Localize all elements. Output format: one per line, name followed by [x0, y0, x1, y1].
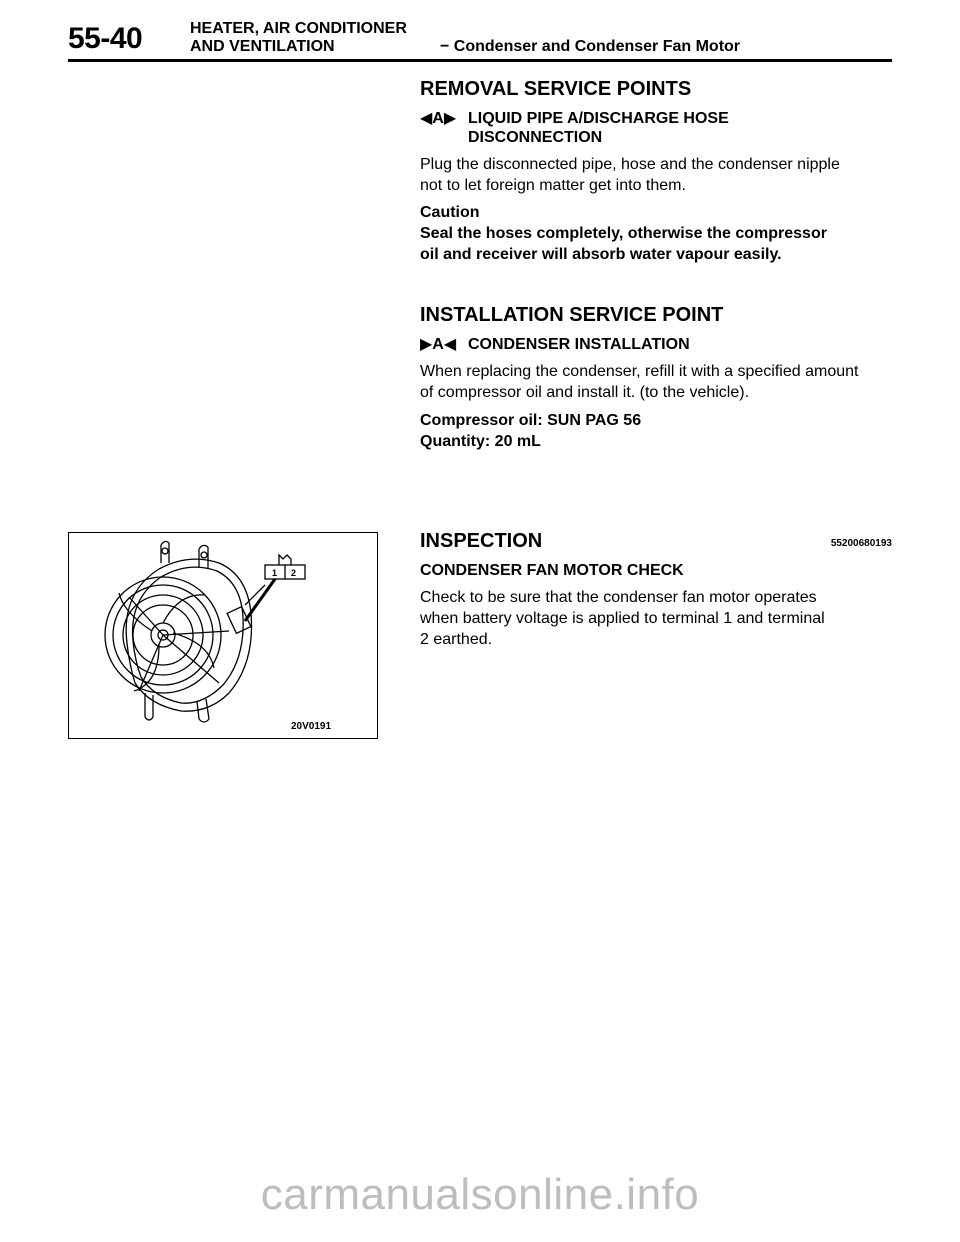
caution-label: Caution [420, 204, 480, 221]
chapter-title-line2: AND VENTILATION [190, 38, 335, 55]
oil-spec [420, 410, 892, 452]
fan-motor-drawing [69, 533, 377, 738]
page-number: 55-40 [68, 22, 143, 55]
oil-spec-line2: Quantity: 20 mL [420, 433, 541, 450]
removal-body [420, 154, 892, 196]
inspection-sub: CONDENSER FAN MOTOR CHECK [420, 562, 684, 579]
inspection-body-line2: when battery voltage is applied to terminal 1 and terminal [420, 610, 825, 627]
removal-subheading [420, 109, 892, 147]
inspection-body-line3: 2 earthed. [420, 631, 493, 648]
fan-motor-figure [68, 532, 378, 739]
inspection-body-line1: Check to be sure that the condenser fan motor operates [420, 589, 817, 606]
inspection-title: INSPECTION [420, 530, 543, 552]
terminal-2-label: 2 [291, 568, 297, 578]
installation-subheading [420, 335, 892, 354]
oil-spec-line1: Compressor oil: SUN PAG 56 [420, 412, 642, 429]
inspection-code: 55200680193 [830, 538, 892, 549]
removal-title: REMOVAL SERVICE POINTS [420, 78, 692, 100]
removal-sub-line1: LIQUID PIPE A/DISCHARGE HOSE [468, 110, 729, 127]
removal-body-line2: not to let foreign matter get into them. [420, 177, 686, 194]
inspection-body [420, 587, 892, 650]
inspection-subheading [420, 561, 892, 580]
figure-code: 20V0191 [291, 721, 332, 732]
section-title: − Condenser and Condenser Fan Motor [440, 38, 741, 55]
chapter-title-line1: HEATER, AIR CONDITIONER [190, 20, 407, 37]
installation-title: INSTALLATION SERVICE POINT [420, 304, 724, 326]
caution-line1: Seal the hoses completely, otherwise the compressor [420, 225, 827, 242]
installation-body-line1: When replacing the condenser, refill it with a specified amount [420, 363, 859, 380]
inspection-section [420, 530, 892, 650]
removal-body-line1: Plug the disconnected pipe, hose and the condenser nipple [420, 156, 840, 173]
caution-line2: oil and receiver will absorb water vapour easily. [420, 246, 782, 263]
installation-body [420, 361, 892, 403]
removal-section [420, 78, 892, 265]
caution-block [420, 202, 892, 265]
page-header [0, 0, 960, 64]
removal-sub-line2: DISCONNECTION [468, 129, 603, 146]
header-rule [68, 59, 892, 62]
installation-section [420, 304, 892, 452]
installation-body-line2: of compressor oil and install it. (to the vehicle). [420, 384, 750, 401]
installation-marker: ▶A◀ [420, 336, 457, 353]
footer-watermark: carmanualsonline.info [260, 1170, 700, 1219]
terminal-1-label: 1 [272, 568, 278, 578]
removal-marker: ◀A▶ [420, 110, 457, 127]
installation-sub: CONDENSER INSTALLATION [468, 336, 690, 353]
